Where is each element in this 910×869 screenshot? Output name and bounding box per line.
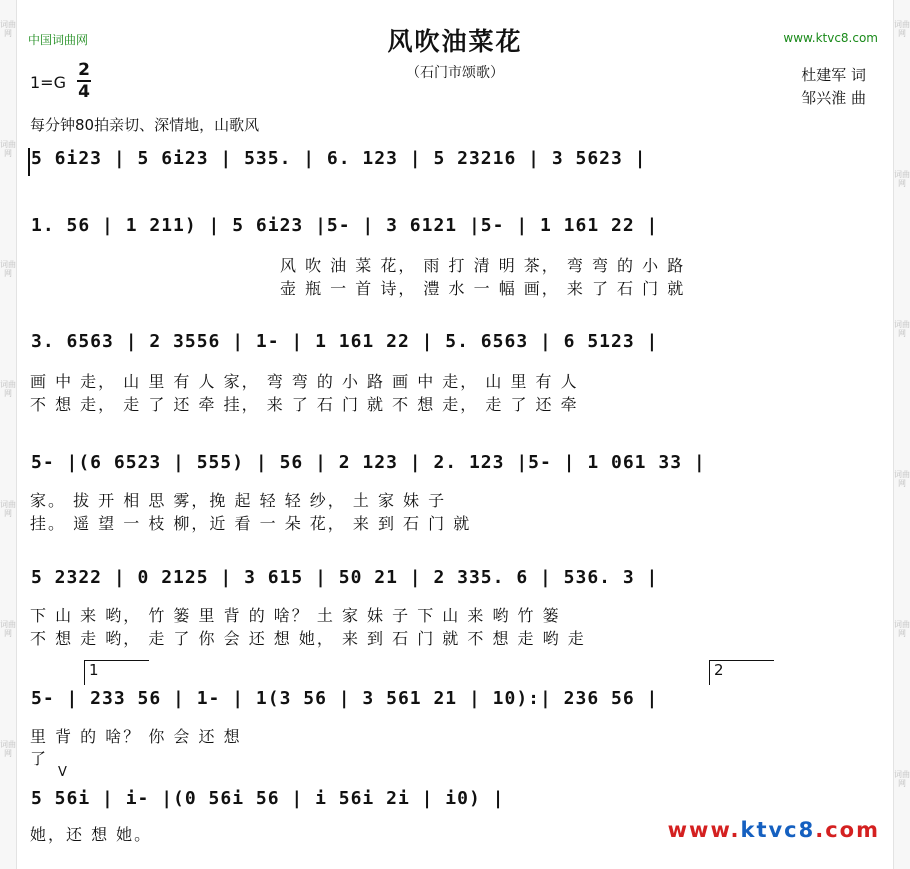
- first-ending-bracket: [84, 660, 149, 685]
- song-subtitle: （石门市颂歌）: [406, 65, 504, 81]
- score-line-5: [28, 567, 878, 597]
- side-watermark-text: 词曲网: [894, 170, 910, 188]
- site-logo-link[interactable]: [668, 818, 880, 842]
- lyrics-line: 挂。 遥 望 一 枝 柳，近 看 一 朵 花， 来 到 石 门 就: [30, 514, 472, 533]
- logo-suffix: .com: [815, 818, 880, 842]
- side-watermark-text: 词曲网: [894, 320, 910, 338]
- second-ending-bracket: [709, 660, 774, 685]
- side-watermark-text: 词曲网: [0, 20, 16, 38]
- barline: [28, 148, 30, 176]
- lyrics-line: 画 中 走， 山 里 有 人 家， 弯 弯 的 小 路 画 中 走， 山 里 有 人: [30, 372, 579, 391]
- time-signature-bottom: 4: [78, 81, 90, 102]
- left-watermark-strip: [0, 0, 17, 869]
- lyrics-line: 风 吹 油 菜 花， 雨 打 清 明 茶， 弯 弯 的 小 路: [280, 256, 686, 275]
- side-watermark-text: 词曲网: [894, 770, 910, 788]
- lyrics-line: 壶 瓶 一 首 诗， 澧 水 一 幅 画， 来 了 石 门 就: [280, 279, 686, 298]
- score-line-4: [28, 452, 878, 482]
- lyrics-line: 不 想 走 哟， 走 了 你 会 还 想 她， 来 到 石 门 就 不 想 走 哟 走: [30, 629, 586, 648]
- lyrics-line: 家。 拔 开 相 思 雾，挽 起 轻 轻 纱， 土 家 妹 子: [30, 491, 447, 510]
- score-line-2: [28, 215, 878, 245]
- notation: 5- |(6 6523 | 555) | 56 | 2 123 | 2. 123 |5- | 1 061 33 |: [31, 452, 706, 473]
- time-signature: [76, 60, 92, 102]
- notation: 5 2322 | 0 2125 | 3 615 | 50 21 | 2 335. 6 | 536. 3 |: [31, 567, 659, 588]
- side-watermark-text: 词曲网: [0, 380, 16, 398]
- side-watermark-text: 词曲网: [0, 140, 16, 158]
- score-line-1: [28, 148, 878, 178]
- logo-brand: ktvc8: [740, 818, 816, 842]
- side-watermark-text: 词曲网: [894, 620, 910, 638]
- lyrics-line: 了: [30, 749, 49, 768]
- side-watermark-text: 词曲网: [0, 620, 16, 638]
- notation: 1. 56 | 1 211) | 5 6i23 |5- | 3 6121 |5- | 1 161 22 |: [31, 215, 659, 236]
- right-watermark-strip: [893, 0, 910, 869]
- lyricist-credit: 杜建军 词: [801, 66, 866, 84]
- side-watermark-text: 词曲网: [894, 20, 910, 38]
- notation: 5 6i23 | 5 6i23 | 535. | 6. 123 | 5 23216 | 3 5623 |: [31, 148, 647, 169]
- site-url-link[interactable]: www.ktvc8.com: [783, 31, 878, 45]
- side-watermark-text: 词曲网: [0, 500, 16, 518]
- score-line-6: [28, 688, 878, 718]
- score-line-3: [28, 331, 878, 361]
- second-ending-number: 2: [714, 661, 724, 679]
- side-watermark-text: 词曲网: [0, 260, 16, 278]
- tempo-marking: 每分钟80拍亲切、深情地，山歌风: [30, 116, 260, 134]
- notation: 5 56i | i- |(0 56i 56 | i 56i 2i | i0) |: [31, 788, 505, 809]
- song-title: 风吹油菜花: [387, 27, 523, 56]
- logo-prefix: www.: [667, 818, 741, 842]
- first-ending-number: 1: [89, 661, 99, 679]
- key-signature: 1=G: [30, 73, 66, 92]
- time-signature-top: 2: [78, 60, 90, 80]
- composer-credit: 邹兴淮 曲: [801, 89, 866, 107]
- lyrics-line: 不 想 走， 走 了 还 牵 挂， 来 了 石 门 就 不 想 走， 走 了 还 牵: [30, 395, 579, 414]
- notation: 5- | 233 56 | 1- | 1(3 56 | 3 561 21 | 10):| 236 56 |: [31, 688, 659, 709]
- breath-mark: V: [58, 765, 67, 780]
- lyrics-line: 里 背 的 啥？ 你 会 还 想: [30, 727, 242, 746]
- side-watermark-text: 词曲网: [894, 470, 910, 488]
- lyrics-line: 她，还 想 她。: [30, 825, 153, 844]
- site-name-link[interactable]: 中国词曲网: [28, 33, 89, 47]
- lyrics-line: 下 山 来 哟， 竹 篓 里 背 的 啥？ 土 家 妹 子 下 山 来 哟 竹 篓: [30, 606, 561, 625]
- notation: 3. 6563 | 2 3556 | 1- | 1 161 22 | 5. 6563 | 6 5123 |: [31, 331, 659, 352]
- side-watermark-text: 词曲网: [0, 740, 16, 758]
- score-line-7: [28, 788, 878, 818]
